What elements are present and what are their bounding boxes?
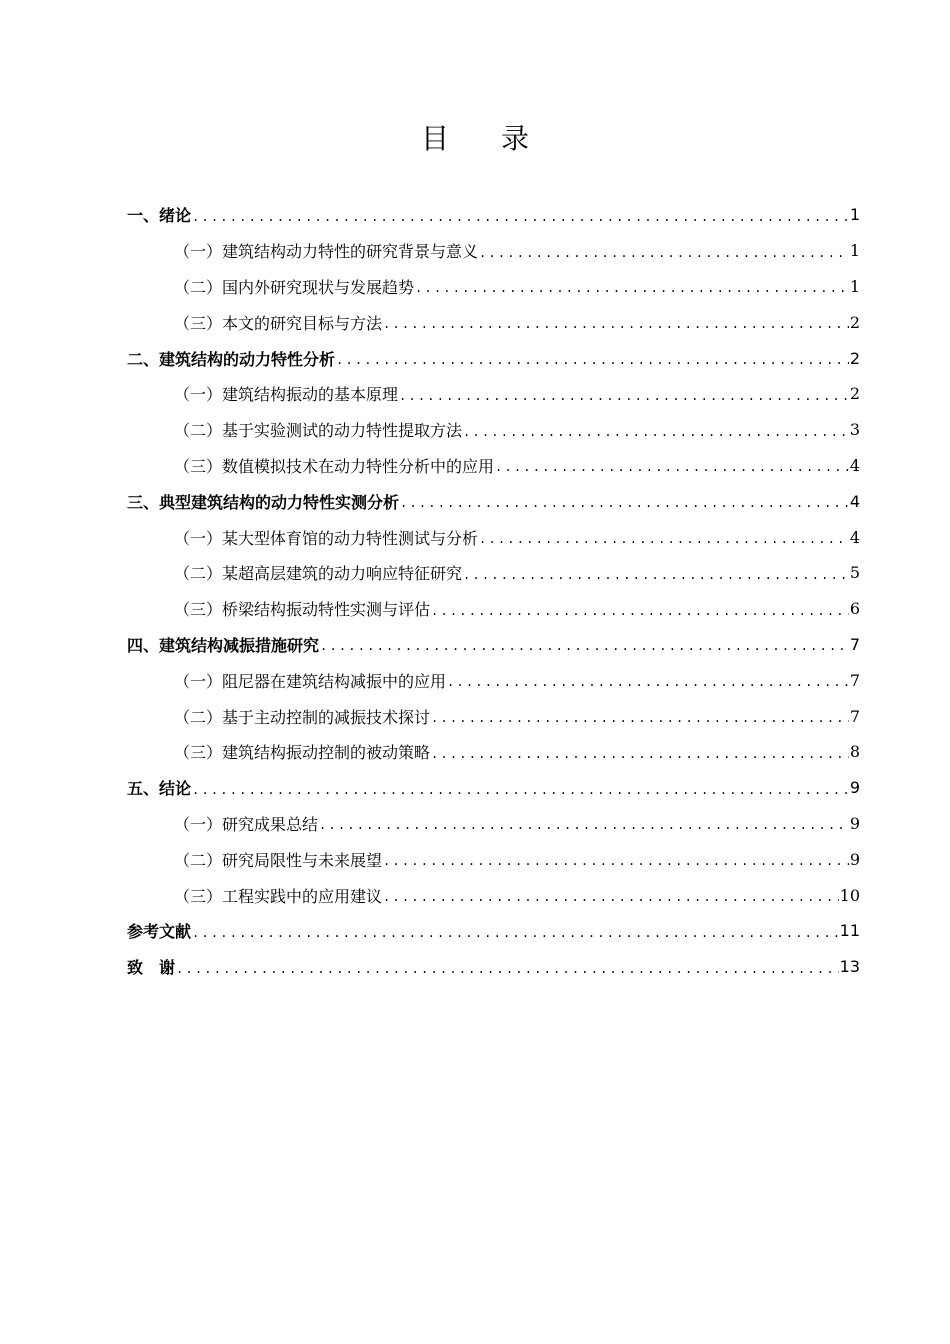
toc-page-number: 2 [849, 384, 860, 404]
toc-page-number: 9 [849, 849, 860, 869]
toc-leader-dots [400, 497, 849, 509]
toc-leader-dots [463, 426, 849, 438]
toc-entry-text: （三）数值模拟技术在动力特性分析中的应用 [174, 454, 494, 477]
toc-entry-section[interactable] [127, 662, 860, 698]
toc-leader-dots [479, 247, 849, 259]
toc-page-number: 7 [849, 706, 860, 726]
toc-entry-section[interactable] [127, 877, 860, 913]
toc-entry-section[interactable] [127, 698, 860, 734]
toc-page-number: 1 [849, 205, 860, 225]
toc-entry-text: 参考文献 [127, 919, 191, 942]
toc-entry-text: 四、建筑结构减振措施研究 [127, 633, 319, 656]
toc-leader-dots [192, 211, 849, 223]
toc-entry-chapter-5[interactable] [127, 770, 860, 806]
toc-entry-text: （三）桥梁结构振动特性实测与评估 [174, 597, 430, 620]
toc-leader-dots [431, 712, 849, 724]
toc-entry-section[interactable] [127, 233, 860, 269]
toc-entry-section[interactable] [127, 555, 860, 591]
toc-entry-text: 二、建筑结构的动力特性分析 [127, 347, 335, 370]
toc-entry-acknowledgements[interactable] [127, 949, 860, 985]
toc-entry-references[interactable] [127, 913, 860, 949]
toc-leader-dots [176, 963, 839, 975]
toc-entry-text: （一）建筑结构振动的基本原理 [174, 382, 398, 405]
toc-entry-section[interactable] [127, 734, 860, 770]
toc-entry-text: （二）基于主动控制的减振技术探讨 [174, 705, 430, 728]
toc-page-number: 10 [839, 885, 860, 905]
toc-title [0, 118, 950, 160]
toc-entry-chapter-3[interactable] [127, 483, 860, 519]
toc-page-number: 3 [849, 420, 860, 440]
toc-page-number: 6 [849, 599, 860, 619]
toc-page-number: 7 [849, 634, 860, 654]
toc-entry-text: （二）某超高层建筑的动力响应特征研究 [174, 561, 462, 584]
toc-page-number: 5 [849, 563, 860, 583]
toc-page-number: 4 [849, 491, 860, 511]
toc-entry-text: （二）研究局限性与未来展望 [174, 848, 382, 871]
toc-leader-dots [320, 640, 849, 652]
toc-entry-section[interactable] [127, 304, 860, 340]
toc-title-char-2: 录 [501, 122, 530, 155]
toc-page-number: 9 [849, 813, 860, 833]
toc-leader-dots [431, 748, 849, 760]
toc-leader-dots [192, 927, 839, 939]
toc-entry-section[interactable] [127, 269, 860, 305]
toc-page-number: 9 [849, 778, 860, 798]
toc-entry-section[interactable] [127, 519, 860, 555]
toc-page-number: 4 [849, 527, 860, 547]
toc-page-number: 1 [849, 276, 860, 296]
toc-page-number: 7 [849, 670, 860, 690]
toc-entry-chapter-4[interactable] [127, 627, 860, 663]
toc-leader-dots [319, 819, 849, 831]
toc-entry-text: 一、绪论 [127, 203, 191, 226]
toc-page-number: 13 [839, 957, 860, 977]
toc-leader-dots [431, 605, 849, 617]
toc-page-number: 4 [849, 455, 860, 475]
toc-leader-dots [192, 784, 849, 796]
toc-entry-text: （二）基于实验测试的动力特性提取方法 [174, 418, 462, 441]
toc-entry-text: （一）阻尼器在建筑结构减振中的应用 [174, 669, 446, 692]
toc-page-number: 8 [849, 742, 860, 762]
toc-entry-text: （一）某大型体育馆的动力特性测试与分析 [174, 526, 478, 549]
toc-page-number: 11 [839, 921, 860, 941]
toc-entry-text: （一）研究成果总结 [174, 812, 318, 835]
toc-entry-text: （三）本文的研究目标与方法 [174, 311, 382, 334]
toc-leader-dots [479, 533, 849, 545]
toc-leader-dots [399, 390, 849, 402]
toc-leader-dots [383, 855, 849, 867]
toc-leader-dots [336, 354, 849, 366]
toc-page-number: 1 [849, 241, 860, 261]
toc-entry-section[interactable] [127, 412, 860, 448]
toc-leader-dots [383, 318, 849, 330]
toc-entry-text: （三）工程实践中的应用建议 [174, 884, 382, 907]
toc-entry-section[interactable] [127, 376, 860, 412]
toc-leader-dots [447, 676, 849, 688]
toc-entry-section[interactable] [127, 841, 860, 877]
toc-leader-dots [383, 891, 839, 903]
toc-list [127, 197, 860, 985]
toc-entry-section[interactable] [127, 448, 860, 484]
toc-leader-dots [495, 461, 849, 473]
toc-entry-chapter-2[interactable] [127, 340, 860, 376]
toc-entry-chapter-1[interactable] [127, 197, 860, 233]
toc-leader-dots [415, 282, 849, 294]
toc-entry-text: （三）建筑结构振动控制的被动策略 [174, 740, 430, 763]
toc-title-char-1: 目 [420, 122, 449, 155]
toc-leader-dots [463, 569, 849, 581]
toc-entry-text: （一）建筑结构动力特性的研究背景与意义 [174, 239, 478, 262]
toc-entry-section[interactable] [127, 591, 860, 627]
toc-entry-text: 五、结论 [127, 776, 191, 799]
toc-entry-section[interactable] [127, 806, 860, 842]
toc-entry-text: 致 谢 [127, 955, 175, 978]
toc-page-number: 2 [849, 312, 860, 332]
toc-page-number: 2 [849, 348, 860, 368]
toc-entry-text: 三、典型建筑结构的动力特性实测分析 [127, 490, 399, 513]
toc-entry-text: （二）国内外研究现状与发展趋势 [174, 275, 414, 298]
